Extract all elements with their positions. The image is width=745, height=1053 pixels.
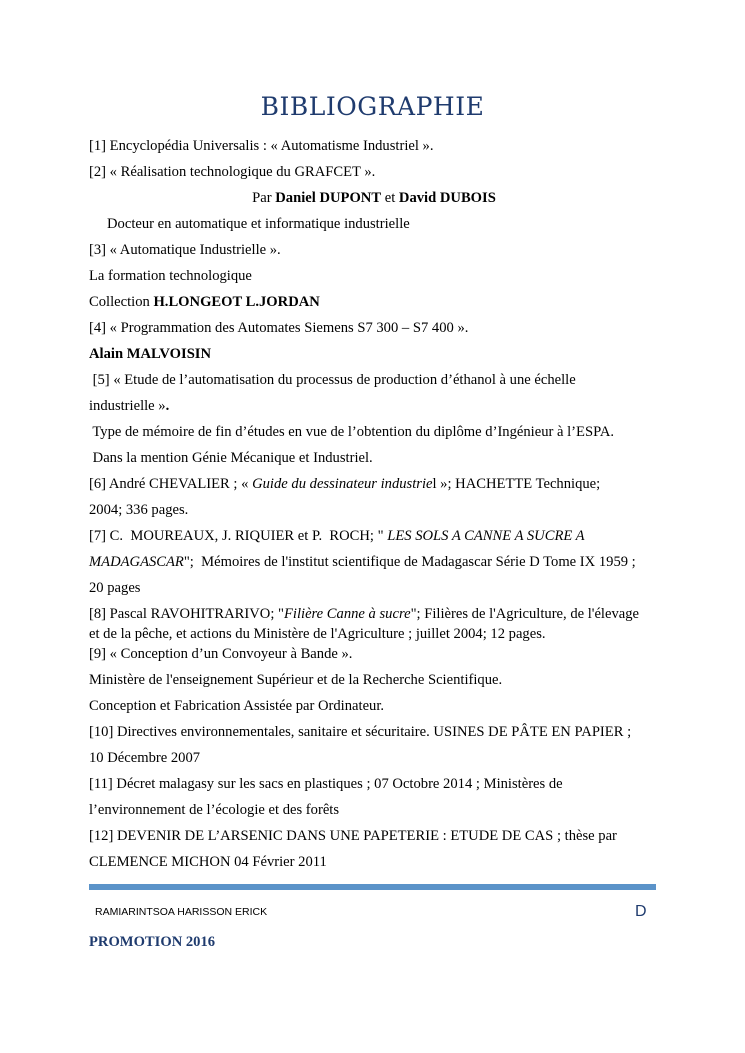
ref-6-line-2: 2004; 336 pages. <box>89 502 189 518</box>
ref-2-author-2: David DUBOIS <box>398 190 496 206</box>
page-number: D <box>635 903 647 920</box>
ref-5-line-4: Dans la mention Génie Mécanique et Industriel. <box>89 450 373 466</box>
ref-11-line-2: l’environnement de l’écologie et des forêts <box>89 802 340 818</box>
footer-rule <box>89 884 656 890</box>
ref-7-line-3: 20 pages <box>89 580 141 596</box>
ref-6-line-1 <box>89 474 659 500</box>
bibliography-list <box>89 136 659 878</box>
ref-8-title: Filière Canne à sucre <box>283 606 411 622</box>
ref-3-authors: H.LONGEOT L.JORDAN <box>153 294 320 310</box>
ref-6-post: l »; HACHETTE Technique; <box>432 476 601 492</box>
ref-11-line-1: [11] Décret malagasy sur les sacs en plastiques ; 07 Octobre 2014 ; Ministères de <box>89 776 563 792</box>
ref-4-title: [4] « Programmation des Automates Siemens S7 300 – S7 400 ». <box>89 320 469 336</box>
ref-7-pre: [7] C. MOUREAUX, J. RIQUIER et P. ROCH; " <box>89 528 388 544</box>
ref-2-role: Docteur en automatique et informatique industrielle <box>107 216 410 232</box>
ref-3-collection-label: Collection <box>89 294 154 310</box>
ref-3-subtitle: La formation technologique <box>89 268 252 284</box>
ref-10-line-2: 10 Décembre 2007 <box>89 750 201 766</box>
ref-5-line-2 <box>89 396 659 422</box>
ref-5-text: industrielle » <box>89 398 166 414</box>
ref-7-title-1: LES SOLS A CANNE A SUCRE A <box>387 528 585 544</box>
ref-5-line-1: [5] « Etude de l’automatisation du processus de production d’éthanol à une échelle <box>89 372 576 388</box>
ref-9-line-2: Ministère de l'enseignement Supérieur et de la Recherche Scientifique. <box>89 672 503 688</box>
footer-author: RAMIARINTSOA HARISSON ERICK <box>95 906 268 918</box>
ref-7-line-1 <box>89 526 659 552</box>
ref-5-line-3: Type de mémoire de fin d’études en vue de l’obtention du diplôme d’Ingénieur à l’ESPA. <box>89 424 615 440</box>
footer-promotion: PROMOTION 2016 <box>89 934 216 950</box>
ref-7-line-2 <box>89 552 659 578</box>
ref-9-title: [9] « Conception d’un Convoyeur à Bande ». <box>89 646 353 662</box>
ref-10-line-1: [10] Directives environnementales, sanitaire et sécuritaire. USINES DE PÂTE EN PAPIER ; <box>89 724 632 740</box>
page-title: BIBLIOGRAPHIE <box>260 92 485 121</box>
ref-12-line-2: CLEMENCE MICHON 04 Février 2011 <box>89 854 327 870</box>
ref-2-et: et <box>381 190 399 206</box>
ref-8-line-2: et de la pêche, et actions du Ministère de l'Agriculture ; juillet 2004; 12 pages. <box>89 626 546 642</box>
ref-2-title: [2] « Réalisation technologique du GRAFCET ». <box>89 164 376 180</box>
ref-6-title: Guide du dessinateur industrie <box>252 476 433 492</box>
ref-9-line-3: Conception et Fabrication Assistée par Ordinateur. <box>89 698 385 714</box>
ref-7-post: "; Mémoires de l'institut scientifique de Madagascar Série D Tome IX 1959 ; <box>183 554 636 570</box>
ref-8-post: "; Filières de l'Agriculture, de l'élevage <box>410 606 639 622</box>
ref-2-author-1: Daniel DUPONT <box>275 190 382 206</box>
ref-2-authors <box>89 188 659 214</box>
ref-5-dot: . <box>165 398 170 414</box>
ref-7-title-2: MADAGASCAR <box>89 554 184 570</box>
ref-4-author: Alain MALVOISIN <box>89 346 212 362</box>
ref-1: [1] Encyclopédia Universalis : « Automatisme Industriel ». <box>89 138 434 154</box>
ref-3-collection <box>89 292 659 318</box>
ref-8-line-1 <box>89 604 659 624</box>
ref-2-par: Par <box>252 190 276 206</box>
ref-3-title: [3] « Automatique Industrielle ». <box>89 242 281 258</box>
ref-6-pre: [6] André CHEVALIER ; « <box>89 476 253 492</box>
ref-12-line-1: [12] DEVENIR DE L’ARSENIC DANS UNE PAPETERIE : ETUDE DE CAS ; thèse par <box>89 828 617 844</box>
ref-8-pre: [8] Pascal RAVOHITRARIVO; " <box>89 606 284 622</box>
